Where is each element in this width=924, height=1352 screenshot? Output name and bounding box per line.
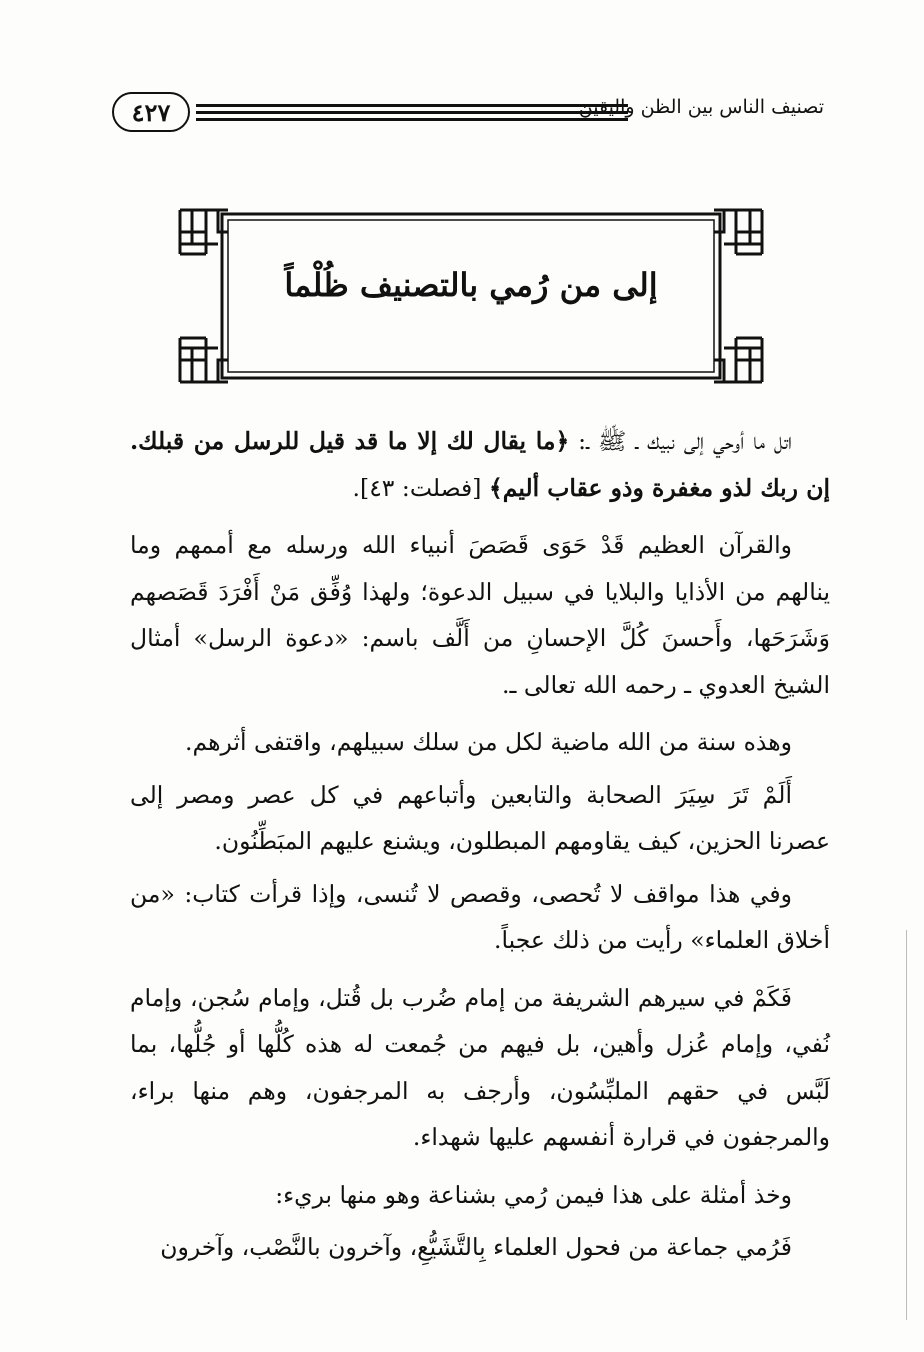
paragraph: وخذ أمثلة على هذا فيمن رُمي بشناعة وهو منها بريء:: [275, 1180, 792, 1209]
scan-edge-mark: [906, 930, 907, 1320]
paragraph: والقرآن العظيم قَدْ حَوَى قَصَصَ أنبياء الله ورسله مع أممهم وما ينالهم من الأذايا والبلايا في سبيل الدعوة؛ ولهذا وُفِّق مَنْ أَفْرَدَ قَصَصهم وَشَرَحَها، وأَحسنَ كُلَّ الإحسانِ من أَلَّف باسم: «دعوة الرسل» أمثال الشيخ العدوي ـ رحمه الله تعالى ـ.: [130, 531, 830, 699]
paragraph: [130, 418, 830, 511]
chapter-title: إلى من رُمي بالتصنيف ظُلْماً: [284, 266, 658, 304]
body-text: [130, 418, 830, 1282]
page-header: [112, 92, 824, 138]
paragraph: أَلَمْ تَرَ سِيَرَ الصحابة والتابعين وأتباعهم في كل عصر ومصر إلى عصرنا الحزين، كيف يقاومهم المبطلون، ويشنع عليهم المبَطِّنُون.: [130, 780, 830, 855]
paragraph: فَرُمي جماعة من فحول العلماء بِالتَّشَيُّعِ، وآخرون بالنَّصْب، وآخرون: [160, 1233, 792, 1261]
quran-verse: ﴿ما يقال لك إلا ما قد قيل للرسل من قبلك. إن ربك لذو مغفرة وذو عقاب أليم﴾: [130, 427, 830, 502]
paragraph: وهذه سنة من الله ماضية لكل من سلك سبيلهم، واقتفى أثرهم.: [184, 728, 792, 756]
paragraph: فَكَمْ في سيرهم الشريفة من إمام ضُرب بل قُتل، وإمام سُجن، وإمام نُفي، وإمام عُزل وأهين، بل فيهم من جُمعت له هذه كُلُّها أو جُلُّها، بما لَبَّس في حقهم الملبِّسُون، وأرجف به المرجفون، وهم منها براء، والمرجفون في قرارة أنفسهم عليها شهداء.: [130, 983, 830, 1151]
header-rule: [196, 104, 628, 124]
verse-reference: [فصلت: ٤٣].: [352, 473, 489, 502]
paragraph-intro: اتل ما أوحي إلى نبيك ـ ﷺ ـ:: [569, 427, 792, 455]
chapter-title-frame: [178, 204, 764, 388]
paragraph: وفي هذا مواقف لا تُحصى، وقصص لا تُنسى، وإذا قرأت كتاب: «من أخلاق العلماء» رأيت من ذلك عجباً.: [130, 879, 830, 954]
running-title: تصنيف الناس بين الظن واليقين: [578, 96, 824, 118]
page-number: ٤٢٧: [112, 92, 190, 132]
